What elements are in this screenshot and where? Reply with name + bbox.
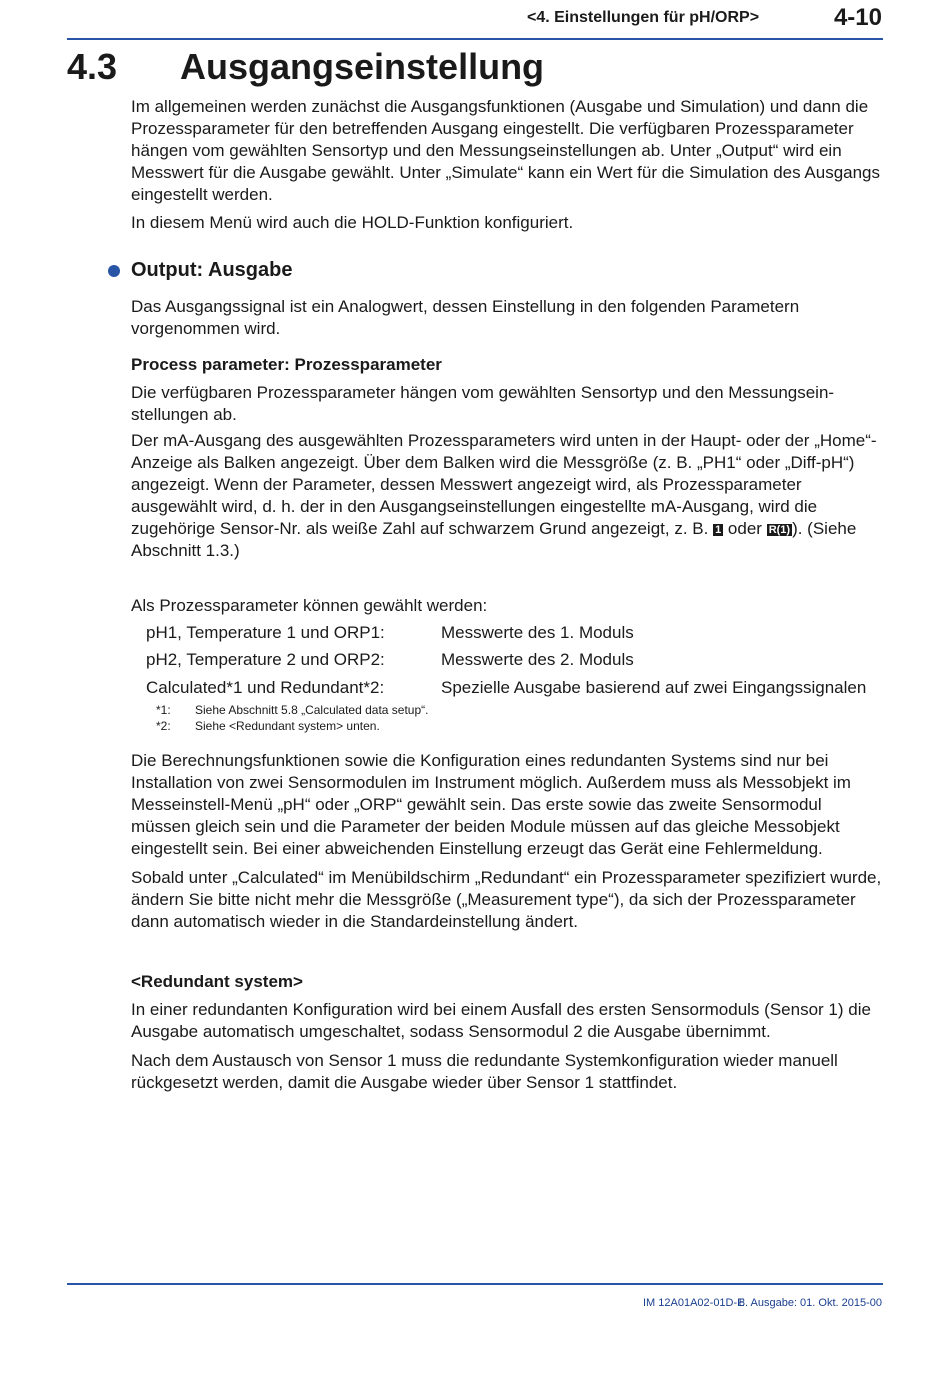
selectable-intro-text: Als Prozessparameter können gewählt werden: — [131, 596, 488, 615]
param-value-2: Messwerte des 2. Moduls — [441, 650, 634, 669]
output-text: Das Ausgangssignal ist ein Analogwert, dessen Einstellung in den folgenden Parametern vorgenommen wird. — [131, 297, 800, 338]
process-text-1: Die verfügbaren Prozessparameter hängen vom gewählten Sensortyp und den Messungsein-stellungen ab. — [131, 383, 835, 424]
footer-rule — [67, 1283, 883, 1285]
redundant-paragraph-2 — [131, 1050, 883, 1094]
or-word: oder — [727, 519, 762, 538]
calc-text-1: Die Berechnungsfunktionen sowie die Konfiguration eines redundanten Systems sind nur bei Installation von zwei Sensormodulen im Instrument möglich. Außerdem muss als Messobjekt im Messeinstell-Menü „pH“ oder „ORP“ gewählt sein. Das erste sowie das zweite Sensormodul müssen gleich sein und die Parameter der beiden Module müssen auf das gleiche Messobjekt eingestellt sein. Bei einer abweichenden Einstellung erzeugt das Gerät eine Fehlermeldung. — [131, 751, 851, 858]
selectable-intro — [131, 595, 883, 617]
redundant-paragraph-1 — [131, 999, 883, 1043]
calc-paragraph-2 — [131, 867, 883, 933]
process-paragraph-1 — [131, 382, 883, 426]
section-title: Ausgangseinstellung — [180, 46, 545, 87]
bullet-icon — [108, 265, 120, 277]
hold-paragraph — [131, 212, 883, 234]
redundant-heading: <Redundant system> — [131, 972, 303, 991]
redundant-text-2: Nach dem Austausch von Sensor 1 muss die redundante Systemkonfiguration wieder manuell rückgesetzt werden, damit die Ausgabe wieder über Sensor 1 stattfindet. — [131, 1051, 838, 1092]
output-heading: Output: Ausgabe — [131, 259, 293, 281]
process-text-2-body: Der mA-Ausgang des ausgewählten Prozessparameters wird unten in der Haupt- oder der „Home“-Anzeige als Balken angezeigt. Über dem Balken wird die Messgröße (z. B. „PH1“ oder „Diff-pH“) angezeigt. Wenn der Parameter, dessen Messwert angezeigt wird, als Prozessparameter ausgewählt wird, d. h. der in den Ausgangseinstellungen eingestellte mA-Ausgang, wird die zugehörige Sensor-Nr. als weiße Zahl auf schwarzem Grund angezeigt, z. B. — [131, 431, 877, 538]
output-paragraph — [131, 296, 883, 340]
page-number: 4-10 — [833, 4, 882, 31]
hold-text: In diesem Menü wird auch die HOLD-Funktion konfiguriert. — [131, 213, 574, 232]
intro-text: Im allgemeinen werden zunächst die Ausgangsfunktionen (Ausgabe und Simulation) und dann die Prozessparameter für den betreffenden Ausgang eingestellt. Die verfügbaren Prozessparameter hängen vom gewählten Sensortyp und den Messungseinstellungen ab. Unter „Output“ wird ein Messwert für die Ausgabe gewählt. Unter „Simulate“ kann ein Wert für die Simulation des Ausgangs eingestellt werden. — [131, 97, 881, 204]
param-value-1: Messwerte des 1. Moduls — [441, 623, 634, 642]
calc-paragraph-1 — [131, 750, 883, 860]
footnote-mark-1: *1: — [156, 703, 171, 717]
param-label-2: pH2, Temperature 2 und ORP2: — [146, 650, 385, 669]
section-number: 4.3 — [67, 46, 118, 87]
process-paragraph-2 — [131, 430, 883, 562]
header-rule — [67, 38, 883, 40]
param-value-3: Spezielle Ausgabe basierend auf zwei Eingangssignalen — [441, 678, 867, 697]
edition-date: 8. Ausgabe: 01. Okt. 2015-00 — [738, 1297, 882, 1309]
param-label-3: Calculated*1 und Redundant*2: — [146, 678, 385, 697]
process-heading: Process parameter: Prozessparameter — [131, 355, 442, 374]
section-reference: ). (Siehe Abschnitt 1.3.) — [131, 519, 857, 560]
footnote-mark-2: *2: — [156, 719, 171, 733]
sensor-1-icon: 1 — [715, 524, 722, 536]
chapter-header: <4. Einstellungen für pH/ORP> — [527, 9, 760, 26]
calc-text-2: Sobald unter „Calculated“ im Menübildschirm „Redundant“ ein Prozessparameter spezifiziert wurde, ändern Sie bitte nicht mehr die Messgröße („Measurement type“), da sich der Prozessparameter dann automatisch wieder in die Standardeinstellung ändert. — [131, 868, 882, 931]
footnote-text-1: Siehe Abschnitt 5.8 „Calculated data setup“. — [195, 703, 429, 717]
redundant-sensor-icon: R(1) — [768, 524, 791, 536]
intro-paragraph — [131, 96, 883, 206]
document-number: IM 12A01A02-01D-E — [643, 1297, 745, 1309]
redundant-text-1: In einer redundanten Konfiguration wird bei einem Ausfall des ersten Sensormoduls (Sensor 1) die Ausgabe automatisch umgeschaltet, sodass Sensormodul 2 die Ausgabe übernimmt. — [131, 1000, 871, 1041]
param-label-1: pH1, Temperature 1 und ORP1: — [146, 623, 385, 642]
footnote-text-2: Siehe <Redundant system> unten. — [195, 719, 380, 733]
process-text-2 — [131, 430, 883, 562]
